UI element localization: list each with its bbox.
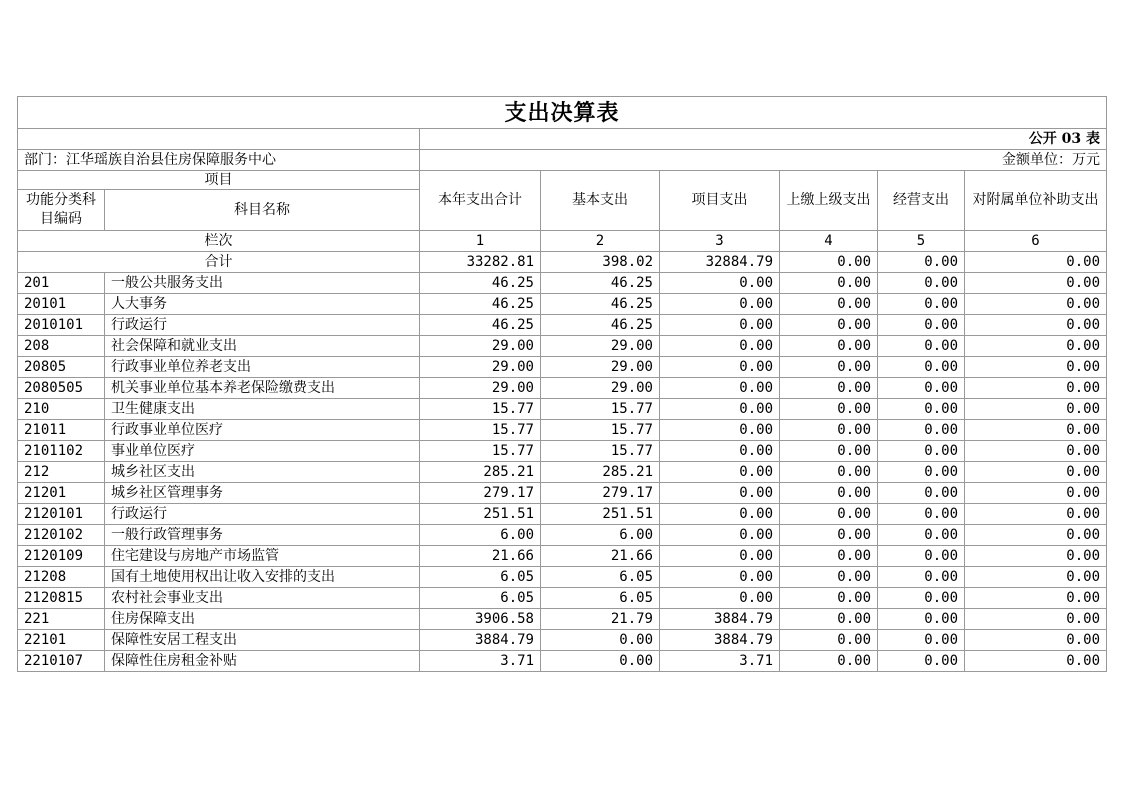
table-row [18, 441, 1107, 462]
amount-cell: 285.21 [420, 462, 541, 483]
amount-cell: 0.00 [541, 630, 660, 651]
subject-name: 城乡社区管理事务 [105, 483, 420, 504]
func-code: 221 [18, 609, 105, 630]
amount-cell: 0.00 [965, 651, 1107, 672]
total-value: 0.00 [878, 252, 965, 273]
amount-cell: 0.00 [965, 294, 1107, 315]
amount-cell: 0.00 [780, 315, 878, 336]
func-code: 2080505 [18, 378, 105, 399]
subject-name: 城乡社区支出 [105, 462, 420, 483]
amount-cell: 0.00 [965, 630, 1107, 651]
table-row [18, 588, 1107, 609]
amount-cell: 0.00 [878, 525, 965, 546]
func-code: 2120815 [18, 588, 105, 609]
amount-cell: 6.05 [541, 588, 660, 609]
amount-cell: 15.77 [541, 399, 660, 420]
amount-cell: 21.79 [541, 609, 660, 630]
amount-cell: 0.00 [660, 483, 780, 504]
func-code: 208 [18, 336, 105, 357]
table-row [18, 483, 1107, 504]
amount-cell: 0.00 [965, 441, 1107, 462]
amount-cell: 0.00 [660, 420, 780, 441]
amount-cell: 0.00 [878, 294, 965, 315]
amount-cell: 0.00 [965, 420, 1107, 441]
amount-cell: 46.25 [541, 315, 660, 336]
amount-cell: 0.00 [660, 504, 780, 525]
subject-name: 一般行政管理事务 [105, 525, 420, 546]
amount-cell: 0.00 [660, 294, 780, 315]
amount-cell: 15.77 [420, 399, 541, 420]
header-col-1: 本年支出合计 [420, 171, 541, 231]
subject-name: 住房保障支出 [105, 609, 420, 630]
amount-cell: 29.00 [420, 336, 541, 357]
subject-name: 行政运行 [105, 504, 420, 525]
header-item: 项目 [18, 171, 420, 190]
subject-name: 住宅建设与房地产市场监管 [105, 546, 420, 567]
amount-cell: 0.00 [780, 588, 878, 609]
amount-cell: 0.00 [878, 336, 965, 357]
func-code: 2101102 [18, 441, 105, 462]
total-label: 合计 [18, 252, 420, 273]
amount-cell: 0.00 [780, 651, 878, 672]
amount-cell: 0.00 [965, 315, 1107, 336]
total-value: 33282.81 [420, 252, 541, 273]
amount-cell: 15.77 [420, 441, 541, 462]
amount-cell: 0.00 [660, 336, 780, 357]
amount-cell: 46.25 [541, 273, 660, 294]
table-row [18, 315, 1107, 336]
table-row [18, 273, 1107, 294]
func-code: 21208 [18, 567, 105, 588]
amount-cell: 46.25 [420, 315, 541, 336]
total-value: 32884.79 [660, 252, 780, 273]
amount-cell: 29.00 [541, 357, 660, 378]
amount-cell: 0.00 [780, 336, 878, 357]
table-row [18, 609, 1107, 630]
table-row [18, 504, 1107, 525]
header-col-6: 对附属单位补助支出 [965, 171, 1107, 231]
table-row [18, 357, 1107, 378]
amount-cell: 0.00 [965, 525, 1107, 546]
amount-cell: 0.00 [878, 315, 965, 336]
amount-cell: 0.00 [878, 483, 965, 504]
form-number: 公开 03 表 [420, 129, 1107, 150]
amount-cell: 0.00 [878, 630, 965, 651]
amount-cell: 0.00 [660, 546, 780, 567]
amount-cell: 29.00 [541, 378, 660, 399]
amount-cell: 29.00 [420, 378, 541, 399]
func-code: 2210107 [18, 651, 105, 672]
amount-cell: 6.00 [541, 525, 660, 546]
amount-cell: 0.00 [660, 315, 780, 336]
func-code: 22101 [18, 630, 105, 651]
subject-name: 农村社会事业支出 [105, 588, 420, 609]
col-number-4: 4 [780, 231, 878, 252]
amount-cell: 0.00 [878, 651, 965, 672]
subject-name: 保障性安居工程支出 [105, 630, 420, 651]
func-code: 2010101 [18, 315, 105, 336]
amount-cell: 29.00 [420, 357, 541, 378]
amount-cell: 0.00 [660, 567, 780, 588]
amount-cell: 46.25 [541, 294, 660, 315]
func-code: 210 [18, 399, 105, 420]
amount-cell: 0.00 [660, 378, 780, 399]
amount-cell: 279.17 [420, 483, 541, 504]
amount-cell: 0.00 [878, 441, 965, 462]
header-col-4: 上缴上级支出 [780, 171, 878, 231]
page-title: 支出决算表 [18, 97, 1107, 129]
amount-cell: 0.00 [965, 273, 1107, 294]
amount-cell: 0.00 [780, 399, 878, 420]
amount-cell: 0.00 [878, 420, 965, 441]
amount-cell: 15.77 [541, 420, 660, 441]
expenditure-sheet [17, 96, 1106, 672]
amount-cell: 21.66 [420, 546, 541, 567]
amount-cell: 251.51 [541, 504, 660, 525]
amount-cell: 0.00 [965, 504, 1107, 525]
func-code: 20805 [18, 357, 105, 378]
table-row [18, 525, 1107, 546]
amount-cell: 0.00 [965, 609, 1107, 630]
amount-cell: 0.00 [965, 588, 1107, 609]
table-row [18, 399, 1107, 420]
amount-cell: 0.00 [878, 609, 965, 630]
header-col-3: 项目支出 [660, 171, 780, 231]
amount-cell: 0.00 [780, 294, 878, 315]
amount-cell: 0.00 [780, 630, 878, 651]
amount-cell: 29.00 [541, 336, 660, 357]
table-row [18, 336, 1107, 357]
amount-cell: 0.00 [878, 588, 965, 609]
department-label: 部门：江华瑶族自治县住房保障服务中心 [18, 150, 420, 171]
subject-name: 卫生健康支出 [105, 399, 420, 420]
table-row [18, 378, 1107, 399]
amount-cell: 0.00 [878, 567, 965, 588]
expenditure-table [17, 96, 1107, 672]
amount-cell: 3906.58 [420, 609, 541, 630]
table-row [18, 630, 1107, 651]
amount-cell: 0.00 [878, 378, 965, 399]
table-row [18, 294, 1107, 315]
header-col-5: 经营支出 [878, 171, 965, 231]
amount-cell: 0.00 [878, 462, 965, 483]
amount-cell: 0.00 [780, 609, 878, 630]
amount-cell: 0.00 [541, 651, 660, 672]
table-row [18, 567, 1107, 588]
amount-cell: 46.25 [420, 294, 541, 315]
func-code: 20101 [18, 294, 105, 315]
amount-cell: 0.00 [965, 462, 1107, 483]
amount-cell: 0.00 [660, 357, 780, 378]
amount-cell: 3.71 [420, 651, 541, 672]
col-number-6: 6 [965, 231, 1107, 252]
amount-cell: 0.00 [965, 357, 1107, 378]
func-code: 201 [18, 273, 105, 294]
amount-cell: 3884.79 [420, 630, 541, 651]
col-number-1: 1 [420, 231, 541, 252]
header-row-label: 栏次 [18, 231, 420, 252]
subject-name: 一般公共服务支出 [105, 273, 420, 294]
amount-cell: 0.00 [660, 273, 780, 294]
header-subject-name: 科目名称 [105, 190, 420, 231]
amount-cell: 0.00 [780, 273, 878, 294]
func-code: 2120102 [18, 525, 105, 546]
func-code: 21011 [18, 420, 105, 441]
table-row [18, 546, 1107, 567]
amount-cell: 0.00 [780, 441, 878, 462]
col-number-3: 3 [660, 231, 780, 252]
amount-cell: 0.00 [965, 399, 1107, 420]
amount-cell: 21.66 [541, 546, 660, 567]
amount-cell: 0.00 [878, 399, 965, 420]
func-code: 2120101 [18, 504, 105, 525]
amount-cell: 3.71 [660, 651, 780, 672]
unit-label: 金额单位：万元 [420, 150, 1107, 171]
amount-cell: 251.51 [420, 504, 541, 525]
subject-name: 保障性住房租金补贴 [105, 651, 420, 672]
amount-cell: 0.00 [660, 525, 780, 546]
amount-cell: 0.00 [660, 462, 780, 483]
total-value: 398.02 [541, 252, 660, 273]
subject-name: 人大事务 [105, 294, 420, 315]
amount-cell: 0.00 [780, 420, 878, 441]
amount-cell: 0.00 [878, 273, 965, 294]
total-value: 0.00 [780, 252, 878, 273]
amount-cell: 0.00 [965, 378, 1107, 399]
subject-name: 行政运行 [105, 315, 420, 336]
amount-cell: 279.17 [541, 483, 660, 504]
amount-cell: 0.00 [965, 567, 1107, 588]
subject-name: 行政事业单位医疗 [105, 420, 420, 441]
amount-cell: 6.00 [420, 525, 541, 546]
table-row [18, 462, 1107, 483]
subject-name: 国有土地使用权出让收入安排的支出 [105, 567, 420, 588]
col-number-5: 5 [878, 231, 965, 252]
amount-cell: 46.25 [420, 273, 541, 294]
amount-cell: 6.05 [420, 588, 541, 609]
header-col-2: 基本支出 [541, 171, 660, 231]
amount-cell: 0.00 [965, 336, 1107, 357]
subject-name: 行政事业单位养老支出 [105, 357, 420, 378]
amount-cell: 0.00 [780, 504, 878, 525]
amount-cell: 0.00 [660, 399, 780, 420]
amount-cell: 3884.79 [660, 630, 780, 651]
amount-cell: 0.00 [878, 357, 965, 378]
amount-cell: 285.21 [541, 462, 660, 483]
amount-cell: 6.05 [420, 567, 541, 588]
amount-cell: 15.77 [420, 420, 541, 441]
func-code: 212 [18, 462, 105, 483]
total-value: 0.00 [965, 252, 1107, 273]
table-row [18, 651, 1107, 672]
amount-cell: 0.00 [780, 357, 878, 378]
amount-cell: 0.00 [780, 525, 878, 546]
amount-cell: 0.00 [878, 504, 965, 525]
table-row [18, 420, 1107, 441]
subject-name: 机关事业单位基本养老保险缴费支出 [105, 378, 420, 399]
subject-name: 社会保障和就业支出 [105, 336, 420, 357]
func-code: 2120109 [18, 546, 105, 567]
amount-cell: 6.05 [541, 567, 660, 588]
amount-cell: 0.00 [780, 546, 878, 567]
amount-cell: 0.00 [780, 462, 878, 483]
subject-name: 事业单位医疗 [105, 441, 420, 462]
amount-cell: 0.00 [780, 378, 878, 399]
header-func-code: 功能分类科目编码 [18, 190, 105, 231]
amount-cell: 0.00 [878, 546, 965, 567]
amount-cell: 0.00 [780, 567, 878, 588]
amount-cell: 15.77 [541, 441, 660, 462]
amount-cell: 0.00 [660, 441, 780, 462]
func-code: 21201 [18, 483, 105, 504]
amount-cell: 0.00 [780, 483, 878, 504]
amount-cell: 0.00 [965, 546, 1107, 567]
amount-cell: 3884.79 [660, 609, 780, 630]
meta-blank [18, 129, 420, 150]
col-number-2: 2 [541, 231, 660, 252]
amount-cell: 0.00 [660, 588, 780, 609]
total-row [18, 252, 1107, 273]
amount-cell: 0.00 [965, 483, 1107, 504]
